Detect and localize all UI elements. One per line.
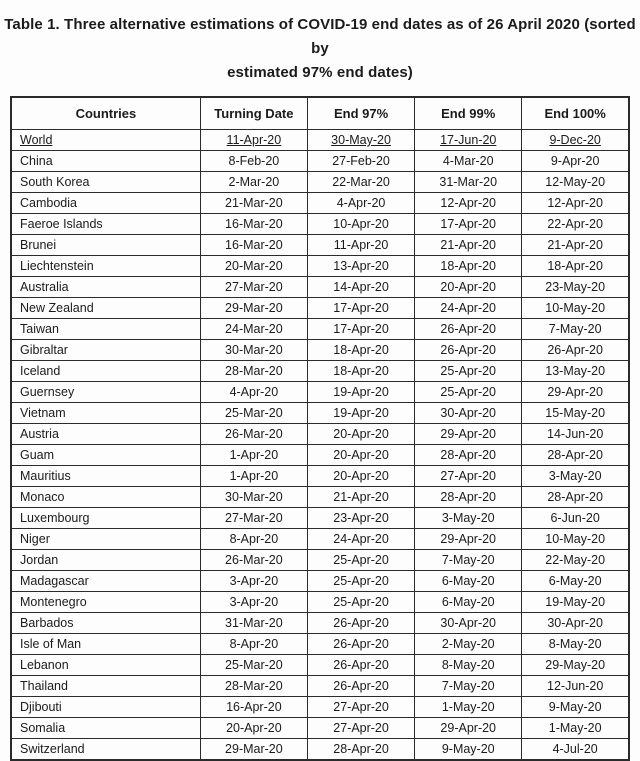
date-cell: 17-Jun-20 — [415, 130, 522, 151]
country-cell: Austria — [11, 424, 200, 445]
date-cell: 18-Apr-20 — [522, 256, 629, 277]
date-cell: 8-May-20 — [522, 634, 629, 655]
date-cell: 25-Apr-20 — [307, 571, 414, 592]
country-cell: Guam — [11, 445, 200, 466]
date-cell: 1-Apr-20 — [200, 466, 307, 487]
date-cell: 27-Feb-20 — [307, 151, 414, 172]
date-cell: 26-Apr-20 — [307, 634, 414, 655]
date-cell: 16-Mar-20 — [200, 235, 307, 256]
table-row — [11, 172, 629, 193]
country-cell: Barbados — [11, 613, 200, 634]
date-cell: 18-Apr-20 — [307, 361, 414, 382]
date-cell: 10-Apr-20 — [307, 214, 414, 235]
country-cell: Cambodia — [11, 193, 200, 214]
date-cell: 29-Mar-20 — [200, 739, 307, 761]
date-cell: 20-Mar-20 — [200, 256, 307, 277]
date-cell: 1-May-20 — [415, 697, 522, 718]
table-row — [11, 739, 629, 761]
table-row — [11, 319, 629, 340]
date-cell: 4-Mar-20 — [415, 151, 522, 172]
country-cell: Brunei — [11, 235, 200, 256]
date-cell: 23-Apr-20 — [307, 508, 414, 529]
date-cell: 28-Apr-20 — [415, 487, 522, 508]
date-cell: 25-Apr-20 — [415, 382, 522, 403]
date-cell: 10-May-20 — [522, 298, 629, 319]
table-row — [11, 235, 629, 256]
date-cell: 6-May-20 — [415, 592, 522, 613]
date-cell: 22-Mar-20 — [307, 172, 414, 193]
table-title-line1: Table 1. Three alternative estimations of COVID-19 end dates as of 26 April 2020 (sorted by — [4, 16, 636, 57]
table-row — [11, 361, 629, 382]
date-cell: 14-Apr-20 — [307, 277, 414, 298]
table-row — [11, 151, 629, 172]
date-cell: 29-Mar-20 — [200, 298, 307, 319]
date-cell: 17-Apr-20 — [307, 298, 414, 319]
date-cell: 20-Apr-20 — [307, 466, 414, 487]
date-cell: 24-Apr-20 — [307, 529, 414, 550]
country-cell: Djibouti — [11, 697, 200, 718]
date-cell: 22-May-20 — [522, 550, 629, 571]
table-row — [11, 676, 629, 697]
table-row — [11, 529, 629, 550]
date-cell: 30-Apr-20 — [415, 403, 522, 424]
date-cell: 31-Mar-20 — [200, 613, 307, 634]
date-cell: 27-Apr-20 — [307, 718, 414, 739]
date-cell: 28-Mar-20 — [200, 676, 307, 697]
date-cell: 12-May-20 — [522, 172, 629, 193]
table-row — [11, 298, 629, 319]
table-row — [11, 382, 629, 403]
date-cell: 24-Apr-20 — [415, 298, 522, 319]
table-row — [11, 277, 629, 298]
date-cell: 1-May-20 — [522, 718, 629, 739]
date-cell: 20-Apr-20 — [307, 424, 414, 445]
country-cell: Isle of Man — [11, 634, 200, 655]
country-cell: Lebanon — [11, 655, 200, 676]
country-cell: World — [11, 130, 200, 151]
country-cell: South Korea — [11, 172, 200, 193]
header-end-100: End 100% — [522, 97, 629, 130]
country-cell: Guernsey — [11, 382, 200, 403]
date-cell: 9-Dec-20 — [522, 130, 629, 151]
date-cell: 9-Apr-20 — [522, 151, 629, 172]
date-cell: 26-Mar-20 — [200, 550, 307, 571]
country-cell: Madagascar — [11, 571, 200, 592]
date-cell: 10-May-20 — [522, 529, 629, 550]
date-cell: 30-Mar-20 — [200, 487, 307, 508]
table-row — [11, 508, 629, 529]
table-row — [11, 256, 629, 277]
table-row — [11, 193, 629, 214]
date-cell: 16-Mar-20 — [200, 214, 307, 235]
country-cell: China — [11, 151, 200, 172]
date-cell: 19-May-20 — [522, 592, 629, 613]
country-cell: Switzerland — [11, 739, 200, 761]
table-row — [11, 592, 629, 613]
date-cell: 13-May-20 — [522, 361, 629, 382]
date-cell: 8-May-20 — [415, 655, 522, 676]
country-cell: Monaco — [11, 487, 200, 508]
date-cell: 20-Apr-20 — [307, 445, 414, 466]
table-row — [11, 424, 629, 445]
table-row — [11, 466, 629, 487]
date-cell: 12-Apr-20 — [415, 193, 522, 214]
date-cell: 23-May-20 — [522, 277, 629, 298]
country-cell: Jordan — [11, 550, 200, 571]
date-cell: 11-Apr-20 — [307, 235, 414, 256]
date-cell: 26-Apr-20 — [522, 340, 629, 361]
date-cell: 29-May-20 — [522, 655, 629, 676]
date-cell: 22-Apr-20 — [522, 214, 629, 235]
date-cell: 30-Apr-20 — [415, 613, 522, 634]
table-row — [11, 445, 629, 466]
date-cell: 8-Feb-20 — [200, 151, 307, 172]
date-cell: 28-Apr-20 — [522, 487, 629, 508]
date-cell: 30-Mar-20 — [200, 340, 307, 361]
date-cell: 1-Apr-20 — [200, 445, 307, 466]
date-cell: 14-Jun-20 — [522, 424, 629, 445]
date-cell: 25-Apr-20 — [307, 592, 414, 613]
date-cell: 20-Apr-20 — [415, 277, 522, 298]
date-cell: 27-Apr-20 — [307, 697, 414, 718]
table-row — [11, 487, 629, 508]
table-row — [11, 403, 629, 424]
date-cell: 26-Apr-20 — [415, 340, 522, 361]
date-cell: 26-Mar-20 — [200, 424, 307, 445]
date-cell: 13-Apr-20 — [307, 256, 414, 277]
country-cell: Faeroe Islands — [11, 214, 200, 235]
table-row — [11, 214, 629, 235]
date-cell: 29-Apr-20 — [415, 424, 522, 445]
date-cell: 28-Mar-20 — [200, 361, 307, 382]
date-cell: 3-Apr-20 — [200, 592, 307, 613]
country-cell: Vietnam — [11, 403, 200, 424]
covid-end-dates-table — [10, 96, 630, 761]
header-end-99: End 99% — [415, 97, 522, 130]
date-cell: 9-May-20 — [415, 739, 522, 761]
date-cell: 15-May-20 — [522, 403, 629, 424]
date-cell: 30-May-20 — [307, 130, 414, 151]
date-cell: 3-Apr-20 — [200, 571, 307, 592]
date-cell: 29-Apr-20 — [522, 382, 629, 403]
date-cell: 21-Apr-20 — [307, 487, 414, 508]
date-cell: 4-Jul-20 — [522, 739, 629, 761]
table-title-line2: estimated 97% end dates) — [227, 64, 413, 81]
table-row — [11, 655, 629, 676]
date-cell: 25-Mar-20 — [200, 403, 307, 424]
date-cell: 11-Apr-20 — [200, 130, 307, 151]
date-cell: 6-May-20 — [522, 571, 629, 592]
country-cell: Mauritius — [11, 466, 200, 487]
date-cell: 2-Mar-20 — [200, 172, 307, 193]
date-cell: 7-May-20 — [415, 550, 522, 571]
country-cell: Iceland — [11, 361, 200, 382]
date-cell: 3-May-20 — [415, 508, 522, 529]
header-end-97: End 97% — [307, 97, 414, 130]
date-cell: 7-May-20 — [522, 319, 629, 340]
table-row — [11, 634, 629, 655]
date-cell: 16-Apr-20 — [200, 697, 307, 718]
date-cell: 25-Apr-20 — [307, 550, 414, 571]
date-cell: 4-Apr-20 — [307, 193, 414, 214]
date-cell: 24-Mar-20 — [200, 319, 307, 340]
date-cell: 20-Apr-20 — [200, 718, 307, 739]
country-cell: Somalia — [11, 718, 200, 739]
header-turning-date: Turning Date — [200, 97, 307, 130]
date-cell: 27-Mar-20 — [200, 508, 307, 529]
date-cell: 25-Mar-20 — [200, 655, 307, 676]
date-cell: 28-Apr-20 — [307, 739, 414, 761]
date-cell: 31-Mar-20 — [415, 172, 522, 193]
country-cell: New Zealand — [11, 298, 200, 319]
table-row — [11, 697, 629, 718]
date-cell: 18-Apr-20 — [415, 256, 522, 277]
date-cell: 3-May-20 — [522, 466, 629, 487]
date-cell: 6-Jun-20 — [522, 508, 629, 529]
country-cell: Taiwan — [11, 319, 200, 340]
header-row — [11, 97, 629, 130]
country-cell: Niger — [11, 529, 200, 550]
country-cell: Australia — [11, 277, 200, 298]
date-cell: 27-Mar-20 — [200, 277, 307, 298]
date-cell: 8-Apr-20 — [200, 634, 307, 655]
date-cell: 4-Apr-20 — [200, 382, 307, 403]
country-cell: Gibraltar — [11, 340, 200, 361]
date-cell: 26-Apr-20 — [307, 676, 414, 697]
date-cell: 17-Apr-20 — [415, 214, 522, 235]
date-cell: 7-May-20 — [415, 676, 522, 697]
date-cell: 21-Apr-20 — [522, 235, 629, 256]
date-cell: 17-Apr-20 — [307, 319, 414, 340]
country-cell: Thailand — [11, 676, 200, 697]
date-cell: 18-Apr-20 — [307, 340, 414, 361]
date-cell: 28-Apr-20 — [415, 445, 522, 466]
date-cell: 12-Jun-20 — [522, 676, 629, 697]
date-cell: 9-May-20 — [522, 697, 629, 718]
country-cell: Liechtenstein — [11, 256, 200, 277]
date-cell: 29-Apr-20 — [415, 718, 522, 739]
table-row — [11, 550, 629, 571]
date-cell: 19-Apr-20 — [307, 403, 414, 424]
table-row — [11, 340, 629, 361]
date-cell: 28-Apr-20 — [522, 445, 629, 466]
date-cell: 26-Apr-20 — [307, 613, 414, 634]
table-title — [0, 0, 640, 85]
date-cell: 29-Apr-20 — [415, 529, 522, 550]
date-cell: 26-Apr-20 — [307, 655, 414, 676]
date-cell: 12-Apr-20 — [522, 193, 629, 214]
table-row — [11, 571, 629, 592]
date-cell: 19-Apr-20 — [307, 382, 414, 403]
table-body — [11, 130, 629, 761]
country-cell: Luxembourg — [11, 508, 200, 529]
date-cell: 8-Apr-20 — [200, 529, 307, 550]
date-cell: 26-Apr-20 — [415, 319, 522, 340]
date-cell: 21-Apr-20 — [415, 235, 522, 256]
date-cell: 21-Mar-20 — [200, 193, 307, 214]
country-cell: Montenegro — [11, 592, 200, 613]
date-cell: 30-Apr-20 — [522, 613, 629, 634]
table-row — [11, 613, 629, 634]
table-row — [11, 718, 629, 739]
table-row — [11, 130, 629, 151]
header-countries: Countries — [11, 97, 200, 130]
date-cell: 25-Apr-20 — [415, 361, 522, 382]
date-cell: 27-Apr-20 — [415, 466, 522, 487]
date-cell: 6-May-20 — [415, 571, 522, 592]
date-cell: 2-May-20 — [415, 634, 522, 655]
